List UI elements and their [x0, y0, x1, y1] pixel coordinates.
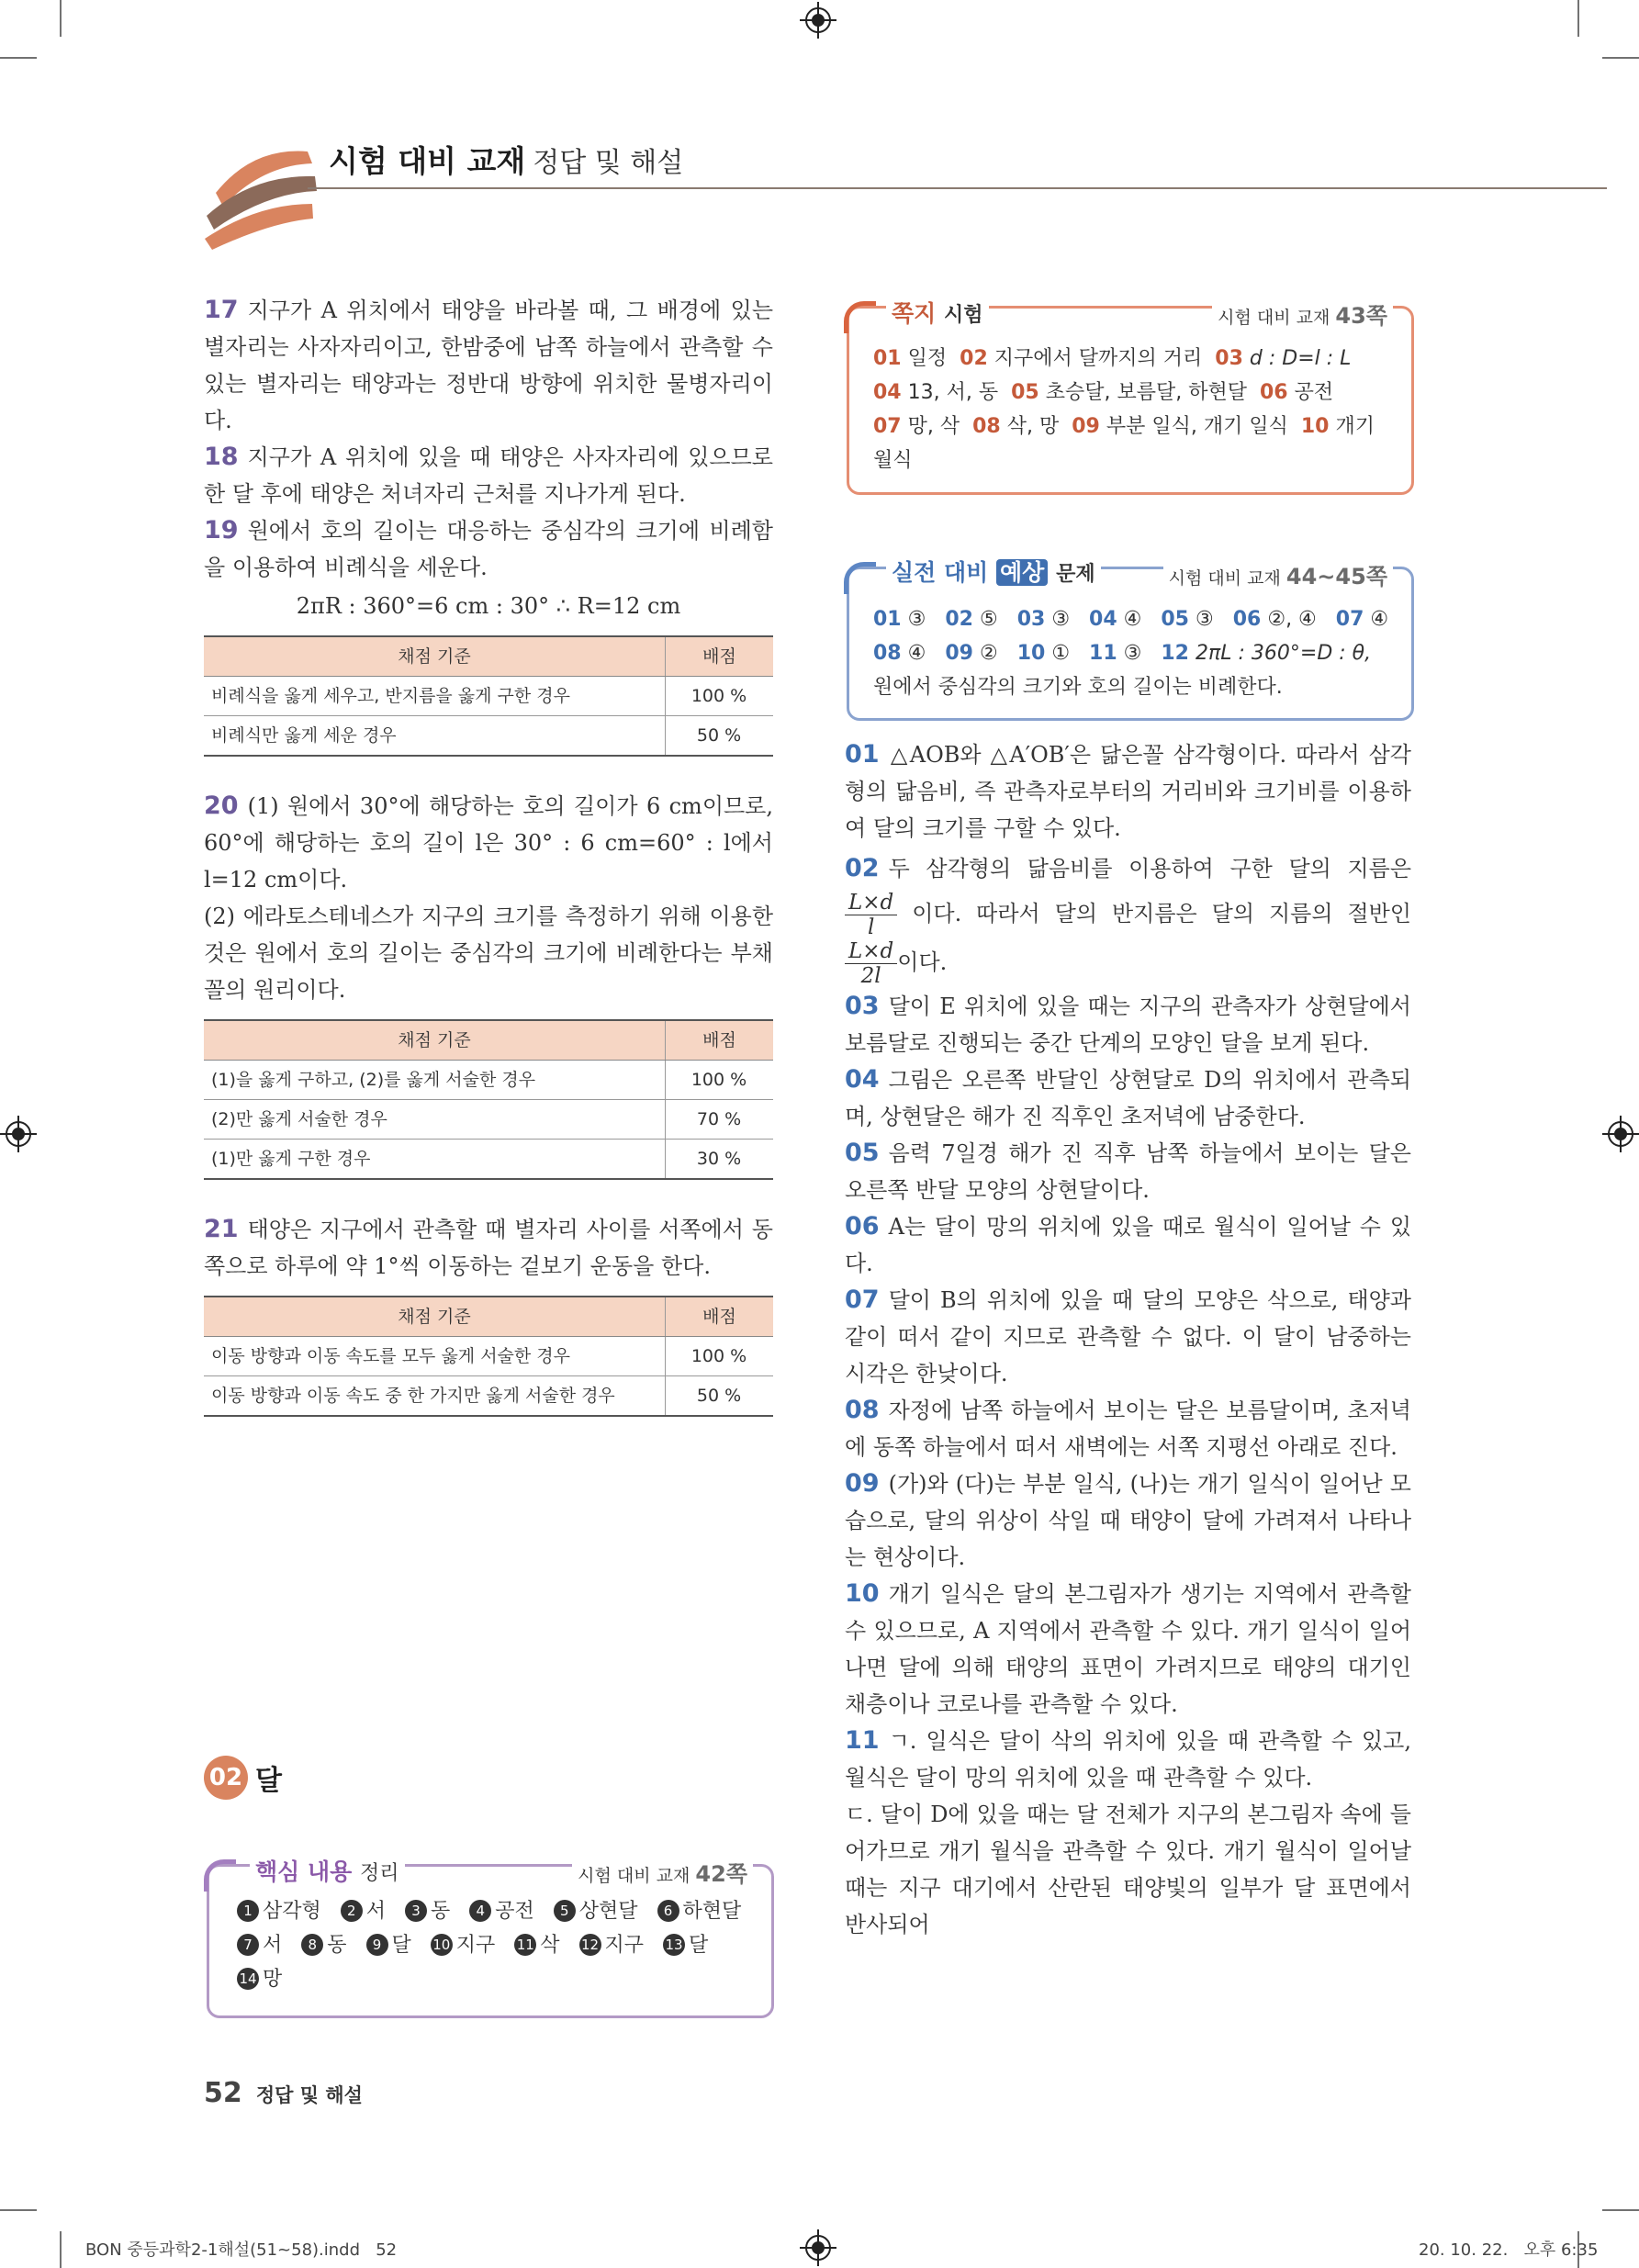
- explanation-04: 04 그림은 오른쪽 반달인 상현달로 D의 위치에서 관측되며, 상현달은 해가 진 직후인 초저녁에 남중한다.: [845, 1065, 1411, 1129]
- table-row: (1)을 옳게 구하고, (2)를 옳게 서술한 경우 100 %: [204, 1061, 773, 1100]
- section-title: 달: [255, 1765, 282, 1797]
- quiz-answer-box: [847, 300, 1414, 495]
- core-summary-box: [207, 1858, 774, 2018]
- answer-20-part2: (2) 에라토스테네스가 지구의 크기를 측정하기 위해 이용한 것은 원에서 호의 길이는 중심각의 크기에 비례한다는 부채꼴의 원리이다.: [204, 904, 773, 1003]
- list-item: 14 망: [237, 1968, 282, 1991]
- list-item: 12 지구: [579, 1934, 645, 1957]
- explanation-07: 07 달이 B의 위치에 있을 때 달의 모양은 삭으로, 태양과 같이 떠서 같이 지므로 관측할 수 없다. 이 달이 남중하는 시각은 한낮이다.: [845, 1286, 1411, 1387]
- table-row: (1)만 옳게 구한 경우 30 %: [204, 1140, 773, 1180]
- right-column: [845, 736, 1411, 1943]
- list-item: 2 서: [341, 1900, 386, 1923]
- list-item: 10 지구: [431, 1934, 496, 1957]
- list-item: 6 하현달: [657, 1900, 742, 1923]
- answer-19: 19 원에서 호의 길이는 대응하는 중심각의 크기에 비례함을 이용하여 비례식을 세운다.: [204, 516, 773, 580]
- page-number: 52: [204, 2077, 242, 2109]
- quiz-answers: 01 일정 02 지구에서 달까지의 거리 03 d : D=l : L 04 13, 서, 동 05 초승달, 보름달, 하현달 06 공전 07 망, 삭 08 삭, 망 09 부분 일식, 개기 일식 10 개기 월식: [873, 347, 1375, 472]
- answer-18: 18 지구가 A 위치에 있을 때 태양은 사자자리에 있으므로 한 달 후에 태양은 처녀자리 근처를 지나가게 된다.: [204, 443, 773, 507]
- answer-21: 21 태양은 지구에서 관측할 때 별자리 사이를 서쪽에서 동쪽으로 하루에 약 1°씩 이동하는 겉보기 운동을 한다.: [204, 1215, 773, 1279]
- explanation-01: 01 △AOB와 △A′OB′은 닮은꼴 삼각형이다. 따라서 삼각형의 닮음비, 즉 관측자로부터의 거리비와 크기비를 이용하여 달의 크기를 구할 수 있다.: [845, 740, 1411, 841]
- answer-17: 17 지구가 A 위치에서 태양을 바라볼 때, 그 배경에 있는 별자리는 사자자리이고, 한밤중에 남쪽 하늘에서 관측할 수 있는 별자리는 태양과는 정반대 방향에 위치한 물병자리이다.: [204, 296, 773, 433]
- print-footer-date: 20. 10. 22. 오후 6:35: [1419, 2240, 1599, 2260]
- explanation-11: 11 ㄱ. 일식은 달이 삭의 위치에 있을 때 관측할 수 있고, 월식은 달이 망의 위치에 있을 때 관측할 수 있다.: [845, 1726, 1411, 1791]
- practice-answer-box: [847, 559, 1414, 721]
- list-item: 8 동: [301, 1934, 346, 1957]
- list-item: 7 서: [237, 1934, 282, 1957]
- page-label: 정답 및 해설: [255, 2084, 363, 2106]
- answer-20: 20 (1) 원에서 30°에 해당하는 호의 길이가 6 cm이므로, 60°에 해당하는 호의 길이 l은 30° : 6 cm=60° : l에서 l=12 cm이다.: [204, 792, 773, 893]
- practice-answers: 01 ③ 02 ⑤ 03 ③ 04 ④ 05 ③ 06 ②, ④ 07 ④ 08 ④ 09 ② 10 ① 11 ③ 12 2πL : 360°=D : θ, 원에서 중심각의 크기와 호의 길이는 비례한다.: [873, 608, 1389, 699]
- section-heading: [204, 1756, 282, 1800]
- explanation-05: 05 음력 7일경 해가 진 직후 남쪽 하늘에서 보이는 달은 오른쪽 반달 모양의 상현달이다.: [845, 1139, 1411, 1203]
- explanation-10: 10 개기 일식은 달의 본그림자가 생기는 지역에서 관측할 수 있으므로, A 지역에서 관측할 수 있다. 개기 일식이 일어나면 달에 의해 태양의 표면이 가려지므로 태양의 대기인 채층이나 코로나를 관측할 수 있다.: [845, 1579, 1411, 1717]
- quiz-ref: 시험 대비 교재 43쪽: [1212, 298, 1393, 330]
- list-item: 5 상현달: [554, 1900, 638, 1923]
- formula-19: 2πR : 360°=6 cm : 30° ∴ R=12 cm: [296, 593, 681, 619]
- header-brush-logo: [197, 138, 326, 253]
- explanation-09: 09 (가)와 (다)는 부분 일식, (나)는 개기 일식이 일어난 모습으로, 달의 위상이 삭일 때 태양이 달에 가려져서 나타나는 현상이다.: [845, 1469, 1411, 1570]
- table-row: (2)만 옳게 서술한 경우 70 %: [204, 1100, 773, 1140]
- list-item: 3 동: [405, 1900, 450, 1923]
- scoring-table-19: 채점 기준 배점 비례식을 옳게 세우고, 반지름을 옳게 구한 경우 100 % 비례식만 옳게 세운 경우 50 %: [204, 635, 773, 757]
- explanation-06: 06 A는 달이 망의 위치에 있을 때로 월식이 일어날 수 있다.: [845, 1212, 1411, 1276]
- table-row: 비례식을 옳게 세우고, 반지름을 옳게 구한 경우 100 %: [204, 677, 773, 716]
- core-summary-ref: 시험 대비 교재 42쪽: [572, 1856, 753, 1888]
- section-number-badge: 02: [204, 1756, 248, 1800]
- fraction-diameter: $\frac{L\times d}{l}$: [845, 891, 897, 939]
- left-column: [204, 292, 773, 1448]
- practice-title: 실전 대비 예상 문제: [886, 555, 1101, 588]
- list-item: 11 삭: [514, 1934, 559, 1957]
- quiz-title: 쪽지 시험: [886, 296, 989, 329]
- table-row: 비례식만 옳게 세운 경우 50 %: [204, 716, 773, 757]
- header-rule: [308, 187, 1607, 189]
- list-item: 13 달: [663, 1934, 708, 1957]
- list-item: 9 달: [366, 1934, 411, 1957]
- table-row: 이동 방향과 이동 속도 중 한 가지만 옳게 서술한 경우 50 %: [204, 1376, 773, 1417]
- print-footer-file: BON 중등과학2-1해설(51~58).indd 52: [85, 2240, 398, 2260]
- core-summary-list: [237, 1894, 760, 1996]
- explanation-02: 02 두 삼각형의 닮음비를 이용하여 구한 달의 지름은 $\frac{L\times d}{l}$ 이다. 따라서 달의 반지름은 달의 지름의 절반인 $\frac{L\times d}{2l}$ 이다.: [845, 854, 1411, 988]
- fraction-radius: $\frac{L\times d}{2l}$: [845, 939, 897, 988]
- scoring-table-20: 채점 기준 배점 (1)을 옳게 구하고, (2)를 옳게 서술한 경우 100 % (2)만 옳게 서술한 경우 70 % (1)만 옳게 구한 경우 30 %: [204, 1019, 773, 1180]
- core-summary-title: 핵심 내용 정리: [250, 1854, 405, 1887]
- explanation-11-part2: ㄷ. 달이 D에 있을 때는 달 전체가 지구의 본그림자 속에 들어가므로 개기 월식을 관측할 수 있다. 개기 월식이 일어날 때는 지구 대기에서 산란된 태양빛의 일부가 달 표면에서 반사되어: [845, 1802, 1411, 1937]
- list-item: 1 삼각형: [237, 1900, 321, 1923]
- explanation-08: 08 자정에 남쪽 하늘에서 보이는 달은 보름달이며, 초저녁에 동쪽 하늘에서 떠서 새벽에는 서쪽 지평선 아래로 진다.: [845, 1396, 1411, 1460]
- practice-ref: 시험 대비 교재 44~45쪽: [1163, 558, 1393, 590]
- header-title: 시험 대비 교재 정답 및 해설: [329, 143, 684, 179]
- list-item: 4 공전: [469, 1900, 534, 1923]
- page-footer-label: [204, 2077, 363, 2109]
- explanation-03: 03 달이 E 위치에 있을 때는 지구의 관측자가 상현달에서 보름달로 진행되는 중간 단계의 모양인 달을 보게 된다.: [845, 992, 1411, 1056]
- table-row: 이동 방향과 이동 속도를 모두 옳게 서술한 경우 100 %: [204, 1337, 773, 1376]
- scoring-table-21: 채점 기준 배점 이동 방향과 이동 속도를 모두 옳게 서술한 경우 100 % 이동 방향과 이동 속도 중 한 가지만 옳게 서술한 경우 50 %: [204, 1296, 773, 1417]
